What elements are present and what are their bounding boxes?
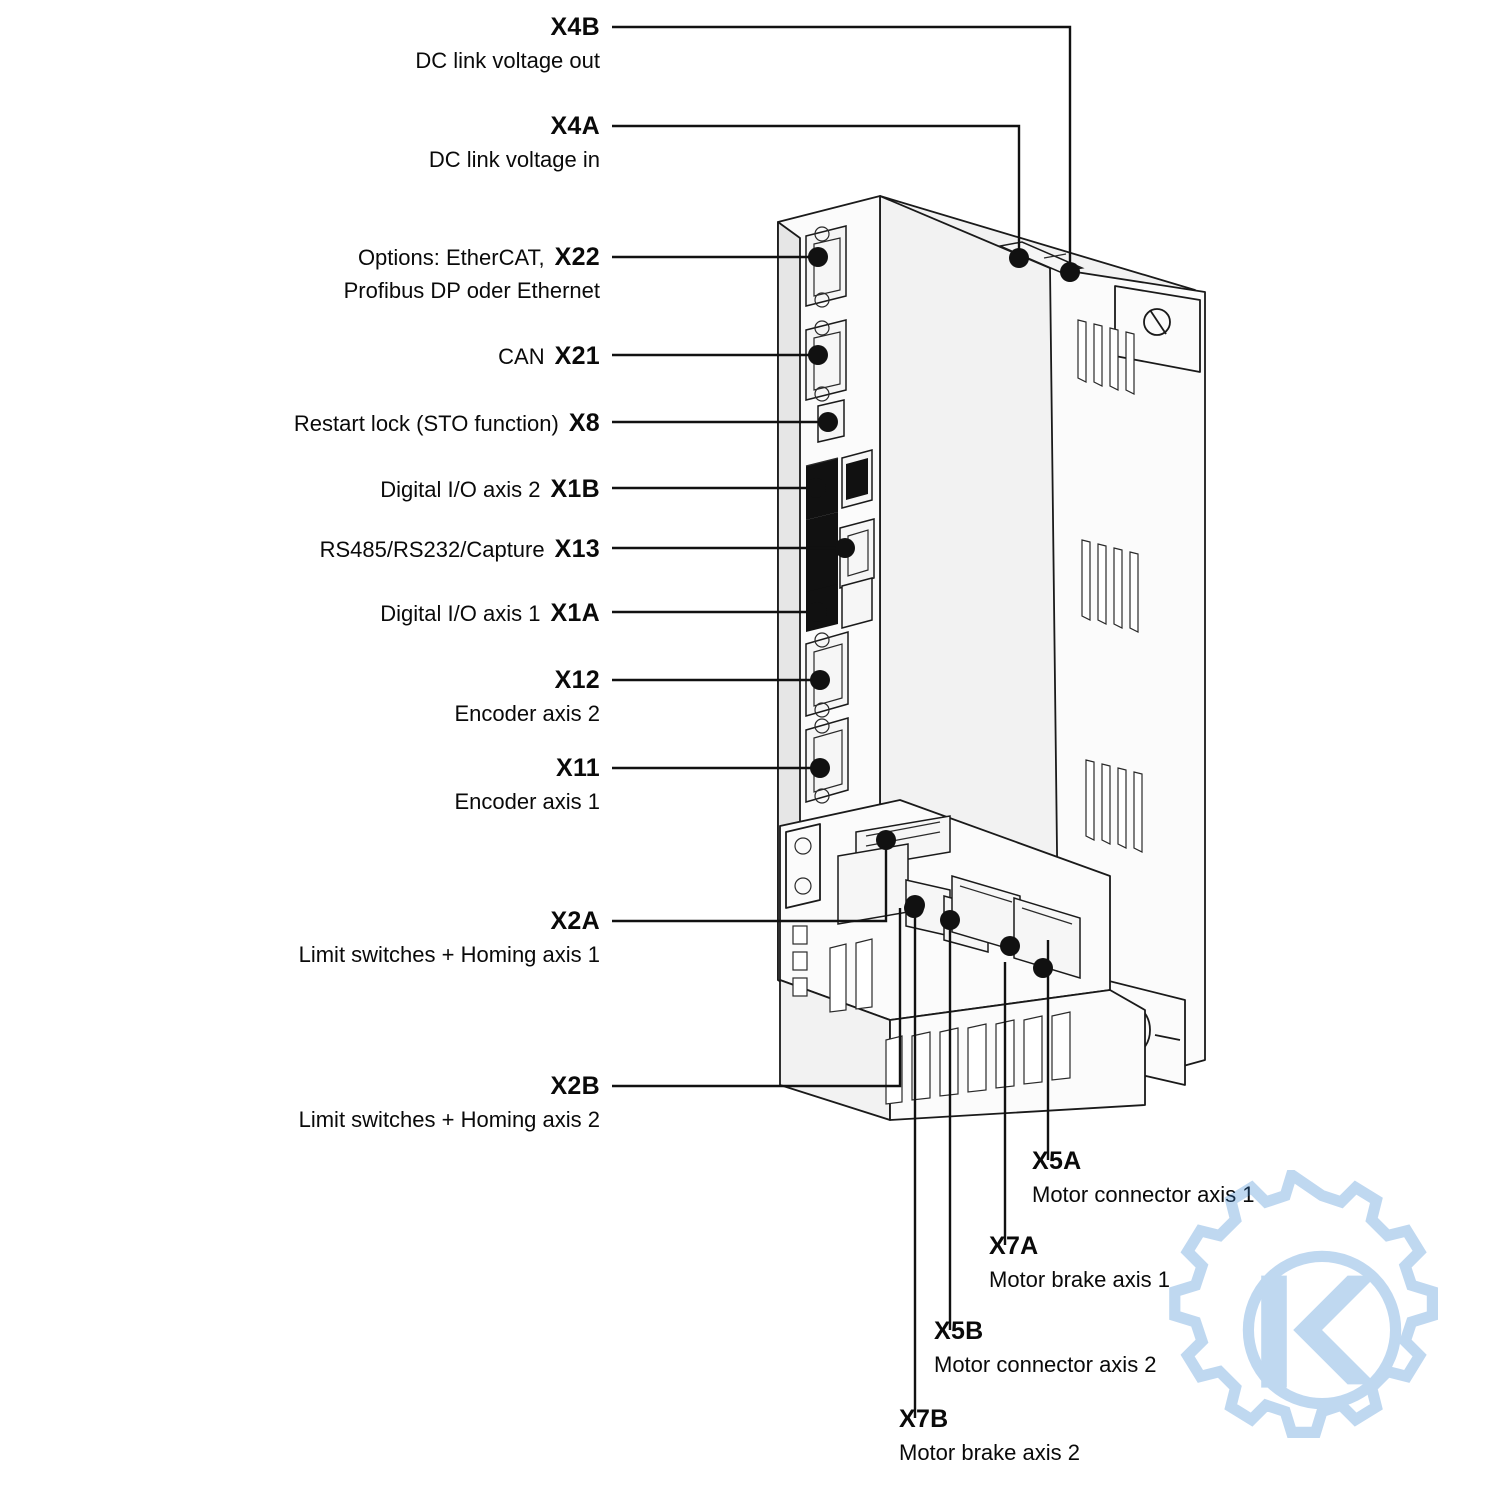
- callout-desc: Digital I/O axis 2: [380, 477, 541, 502]
- connector-x12: [806, 632, 848, 717]
- callout-code: X7A: [989, 1232, 1039, 1260]
- callout-desc: Encoder axis 2: [454, 701, 600, 727]
- callout-code: X5A: [1032, 1147, 1082, 1175]
- callout-desc: Motor brake axis 2: [899, 1440, 1080, 1466]
- callout-desc: DC link voltage out: [415, 48, 600, 74]
- callout-code: X1A: [550, 599, 600, 627]
- callout-desc: CAN: [498, 344, 545, 369]
- connector-x21: [806, 320, 846, 401]
- connector-x8: [818, 400, 844, 442]
- callout-code: X7B: [899, 1405, 949, 1433]
- callout-x12: [180, 665, 600, 728]
- callout-desc: Motor connector axis 2: [934, 1352, 1157, 1378]
- callout-code: X11: [555, 754, 600, 782]
- callout-x4a: [180, 111, 600, 174]
- callout-desc: Limit switches + Homing axis 1: [298, 942, 600, 968]
- callout-x2b: [140, 1071, 600, 1134]
- callout-desc: Motor brake axis 1: [989, 1267, 1170, 1293]
- callout-x22: [120, 242, 600, 305]
- callout-code: X4B: [550, 13, 600, 41]
- callout-x21: [200, 341, 600, 372]
- callout-desc: Digital I/O axis 1: [380, 601, 541, 626]
- gear-watermark-logo: [1162, 1170, 1482, 1490]
- callout-desc-2: Profibus DP oder Ethernet: [343, 278, 600, 304]
- callout-desc: Motor connector axis 1: [1032, 1182, 1255, 1208]
- callout-desc: Restart lock (STO function): [293, 411, 559, 436]
- callout-x4b: [180, 12, 600, 75]
- callout-code: X12: [554, 666, 600, 694]
- callout-code: X13: [554, 535, 600, 563]
- callout-code: X8: [568, 409, 600, 437]
- callout-x1a: [140, 598, 600, 629]
- callout-x8: [100, 408, 600, 439]
- callout-code: X21: [554, 342, 600, 370]
- callout-code: X1B: [550, 475, 600, 503]
- callout-code: X2A: [550, 907, 600, 935]
- left-vents: [793, 926, 807, 996]
- callout-desc: RS485/RS232/Capture: [319, 537, 545, 562]
- callout-code: X4A: [550, 112, 600, 140]
- callout-desc: Options: EtherCAT,: [357, 245, 545, 270]
- callout-desc: DC link voltage in: [428, 147, 600, 173]
- callout-desc: Encoder axis 1: [454, 789, 600, 815]
- callout-x13: [120, 534, 600, 565]
- callout-code: X22: [554, 243, 600, 271]
- callout-code: X2B: [550, 1072, 600, 1100]
- callout-x11: [180, 753, 600, 816]
- callout-x2a: [140, 906, 600, 969]
- connector-x22: [806, 226, 846, 307]
- callout-x1b: [140, 474, 600, 505]
- connector-x11: [806, 718, 848, 803]
- callout-desc: Limit switches + Homing axis 2: [298, 1107, 600, 1133]
- callout-code: X5B: [934, 1317, 984, 1345]
